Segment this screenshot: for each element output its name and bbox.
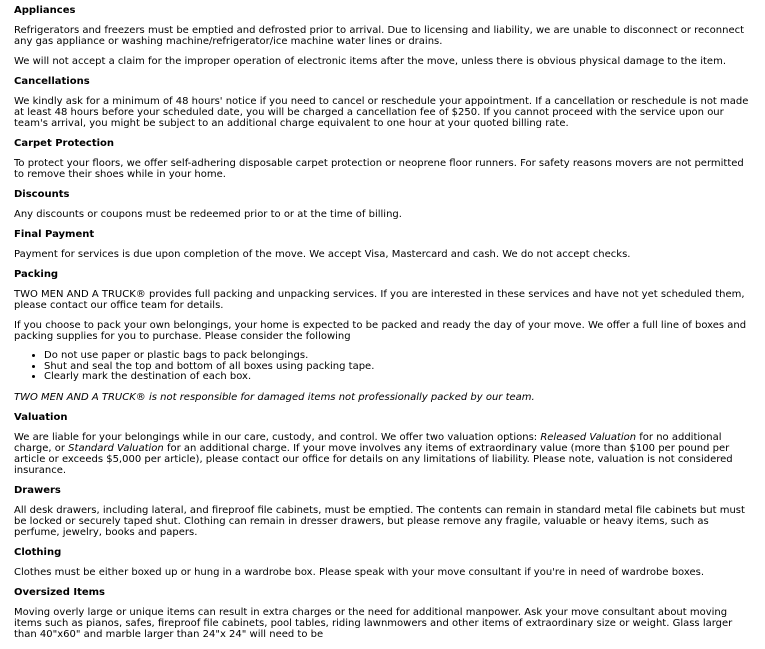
oversized-items-heading: Oversized Items bbox=[14, 586, 106, 598]
carpet-protection-paragraph: To protect your floors, we offer self-adhering disposable carpet protection or neoprene floor runners. For safety reasons movers are not permitted to remove their shoes while in your home. bbox=[14, 158, 744, 180]
final-payment-heading: Final Payment bbox=[14, 229, 95, 240]
appliances-paragraph-1: Refrigerators and freezers must be emptied and defrosted prior to arrival. Due to licensing and liability, we are unable to disconnect or reconnect any gas appliance or washing machine/refrigerator/ice machine water lines or drains. bbox=[14, 25, 745, 47]
released-valuation-term: Released Valuation bbox=[540, 431, 637, 443]
valuation-text-c: for an additional charge. If your move involves any items of extraordinary value (more than $100 per pound per article or exceeds $5,000 per article), please contact our office for details on any limitations of liability. Please note, valuation is not considered insurance. bbox=[14, 442, 733, 476]
discounts-paragraph: Any discounts or coupons must be redeemed prior to or at the time of billing. bbox=[14, 209, 402, 220]
appliances-heading: Appliances bbox=[14, 5, 76, 16]
final-payment-paragraph: Payment for services is due upon completion of the move. We accept Visa, Mastercard and cash. We do not accept checks. bbox=[14, 249, 631, 260]
valuation-text-a: We are liable for your belongings while in our care, custody, and control. We offer two valuation options: bbox=[14, 431, 541, 443]
carpet-protection-heading: Carpet Protection bbox=[14, 138, 115, 149]
list-item: • Clearly mark the destination of each box. bbox=[44, 372, 754, 383]
valuation-text-b: for no additional charge, or bbox=[14, 431, 722, 454]
packing-paragraph-1: TWO MEN AND A TRUCK® provides full packing and unpacking services. If you are interested in these services and have not yet scheduled them, please contact our office team for details. bbox=[14, 289, 745, 311]
valuation-paragraph bbox=[14, 432, 754, 476]
appliances-paragraph-2: We will not accept a claim for the improper operation of electronic items after the move, unless there is obvious physical damage to the item. bbox=[14, 56, 726, 67]
list-item: • Do not use paper or plastic bags to pack belongings. bbox=[44, 351, 754, 362]
drawers-heading: Drawers bbox=[14, 484, 61, 496]
clothing-paragraph: Clothes must be either boxed up or hung in a wardrobe box. Please speak with your move consultant if you're in need of wardrobe boxes. bbox=[14, 566, 705, 578]
valuation-heading: Valuation bbox=[14, 411, 68, 423]
packing-note bbox=[14, 392, 754, 403]
packing-paragraph-2: If you choose to pack your own belongings, your home is expected to be packed and ready the day of your move. We offer a full line of boxes and packing supplies for you to purchase. Please consider the following bbox=[14, 320, 747, 342]
standard-valuation-term: Standard Valuation bbox=[68, 442, 164, 454]
packing-bullet-list bbox=[14, 351, 754, 383]
oversized-items-paragraph: Moving overly large or unique items can result in extra charges or the need for additional manpower. Ask your move consultant about moving items such as pianos, safes, fireproof file cabinets, pool tables, riding lawnmowers and other items of extraordinary size or weight. Glass larger than 40"x60" and marble larger than 24"x 24" will need to be bbox=[14, 606, 733, 640]
discounts-heading: Discounts bbox=[14, 189, 70, 200]
packing-note-text: TWO MEN AND A TRUCK® is not responsible for damaged items not professionally packed by our team. bbox=[14, 391, 535, 403]
packing-heading: Packing bbox=[14, 269, 59, 280]
clothing-heading: Clothing bbox=[14, 546, 62, 558]
drawers-paragraph: All desk drawers, including lateral, and fireproof file cabinets, must be emptied. The contents can remain in standard metal file cabinets but must be locked or securely taped shut. Clothing can remain in dresser drawers, but please remove any fragile, valuable or heavy items, such as perfume, jewelry, books and papers. bbox=[14, 504, 745, 538]
cancellations-paragraph: We kindly ask for a minimum of 48 hours' notice if you need to cancel or reschedule your appointment. If a cancellation or reschedule is not made at least 48 hours before your scheduled date, you will be charged a cancellation fee of $250. If you cannot proceed with the service upon our team's arrival, you might be subject to an additional charge equivalent to one hour at your quoted billing rate. bbox=[14, 96, 749, 129]
policies-document bbox=[14, 5, 754, 649]
list-item: • Shut and seal the top and bottom of all boxes using packing tape. bbox=[44, 362, 754, 373]
cancellations-heading: Cancellations bbox=[14, 76, 90, 87]
